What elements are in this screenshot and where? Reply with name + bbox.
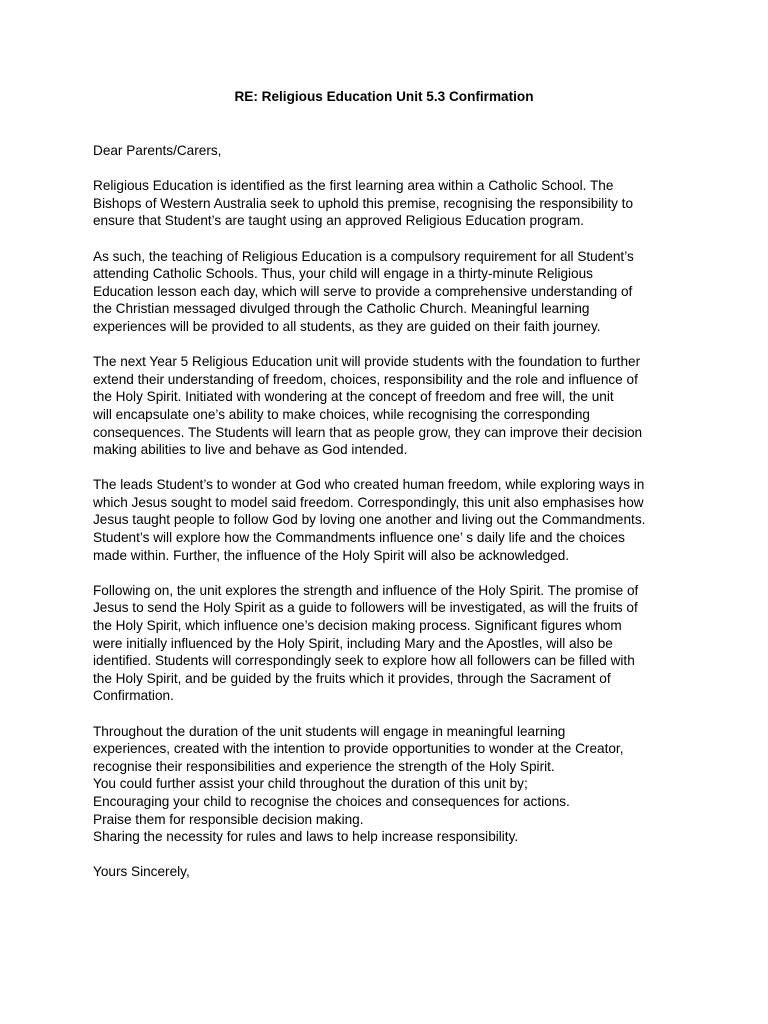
paragraph-line: which Jesus sought to model said freedom. Correspondingly, this unit also emphasises how — [93, 494, 644, 510]
paragraph-line: consequences. The Students will learn that as people grow, they can improve their decision — [93, 424, 643, 440]
list-item: Sharing the necessity for rules and laws to help increase responsibility. — [93, 829, 519, 845]
paragraph-line: Bishops of Western Australia seek to uphold this premise, recognising the responsibility to — [93, 195, 634, 211]
paragraph-unit-overview — [93, 353, 693, 459]
paragraph-freedom — [93, 476, 693, 564]
paragraph-line: experiences, created with the intention to provide opportunities to wonder at the Creator, — [93, 741, 624, 757]
paragraph-line: were initially influenced by the Holy Spirit, including Mary and the Apostles, will also be — [93, 635, 613, 651]
closing: Yours Sincerely, — [93, 864, 190, 880]
paragraph-line: experiences will be provided to all students, as they are guided on their faith journey. — [93, 318, 601, 334]
paragraph-line: the Christian messaged divulged through the Catholic Church. Meaningful learning — [93, 301, 590, 317]
paragraph-line: Religious Education is identified as the first learning area within a Catholic School. The — [93, 178, 614, 194]
paragraph-line: the Holy Spirit, and be guided by the fruits which it provides, through the Sacrament of — [93, 670, 611, 686]
paragraph-line: attending Catholic Schools. Thus, your child will engage in a thirty-minute Religious — [93, 266, 593, 282]
paragraph-line: the Holy Spirit. Initiated with wondering at the concept of freedom and free will, the unit — [93, 389, 614, 405]
paragraph-line: identified. Students will correspondingly seek to explore how all followers can be filled with — [93, 653, 635, 669]
paragraph-line: As such, the teaching of Religious Education is a compulsory requirement for all Student’s — [93, 248, 634, 264]
paragraph-line: Student’s will explore how the Commandments influence one’ s daily life and the choices — [93, 530, 625, 546]
letter-title: RE: Religious Education Unit 5.3 Confirmation — [234, 89, 534, 104]
salutation: Dear Parents/Carers, — [93, 143, 222, 158]
paragraph-line: ensure that Student’s are taught using an approved Religious Education program. — [93, 213, 584, 229]
paragraph-line: The next Year 5 Religious Education unit will provide students with the foundation to further — [93, 354, 641, 370]
paragraph-line: You could further assist your child throughout the duration of this unit by; — [93, 776, 528, 792]
paragraph-line: Jesus taught people to follow God by loving one another and living out the Commandments. — [93, 512, 646, 528]
paragraph-intro — [93, 177, 693, 230]
paragraph-line: Jesus to send the Holy Spirit as a guide to followers will be investigated, as will the fruits of — [93, 600, 638, 616]
paragraph-line: The leads Student’s to wonder at God who created human freedom, while exploring ways in — [93, 477, 645, 493]
paragraph-line: Education lesson each day, which will serve to provide a comprehensive understanding of — [93, 283, 633, 299]
paragraph-line: Following on, the unit explores the strength and influence of the Holy Spirit. The promise of — [93, 582, 639, 598]
paragraph-line: made within. Further, the influence of the Holy Spirit will also be acknowledged. — [93, 547, 570, 563]
paragraph-line: will encapsulate one’s ability to make choices, while recognising the corresponding — [93, 406, 590, 422]
list-item: Praise them for responsible decision making. — [93, 811, 364, 827]
paragraph-line: Confirmation. — [93, 688, 174, 704]
paragraph-line: making abilities to live and behave as God intended. — [93, 442, 408, 458]
paragraph-assist — [93, 723, 693, 846]
paragraph-compulsory — [93, 248, 693, 336]
paragraph-line: recognise their responsibilities and experience the strength of the Holy Spirit. — [93, 758, 555, 774]
paragraph-line: extend their understanding of freedom, choices, responsibility and the role and influence of — [93, 371, 638, 387]
paragraph-line: Throughout the duration of the unit students will engage in meaningful learning — [93, 723, 566, 739]
paragraph-line: the Holy Spirit, which influence one’s decision making process. Significant figures whom — [93, 618, 622, 634]
list-item: Encouraging your child to recognise the choices and consequences for actions. — [93, 793, 570, 809]
letter-body — [93, 142, 693, 881]
paragraph-holy-spirit — [93, 582, 693, 705]
